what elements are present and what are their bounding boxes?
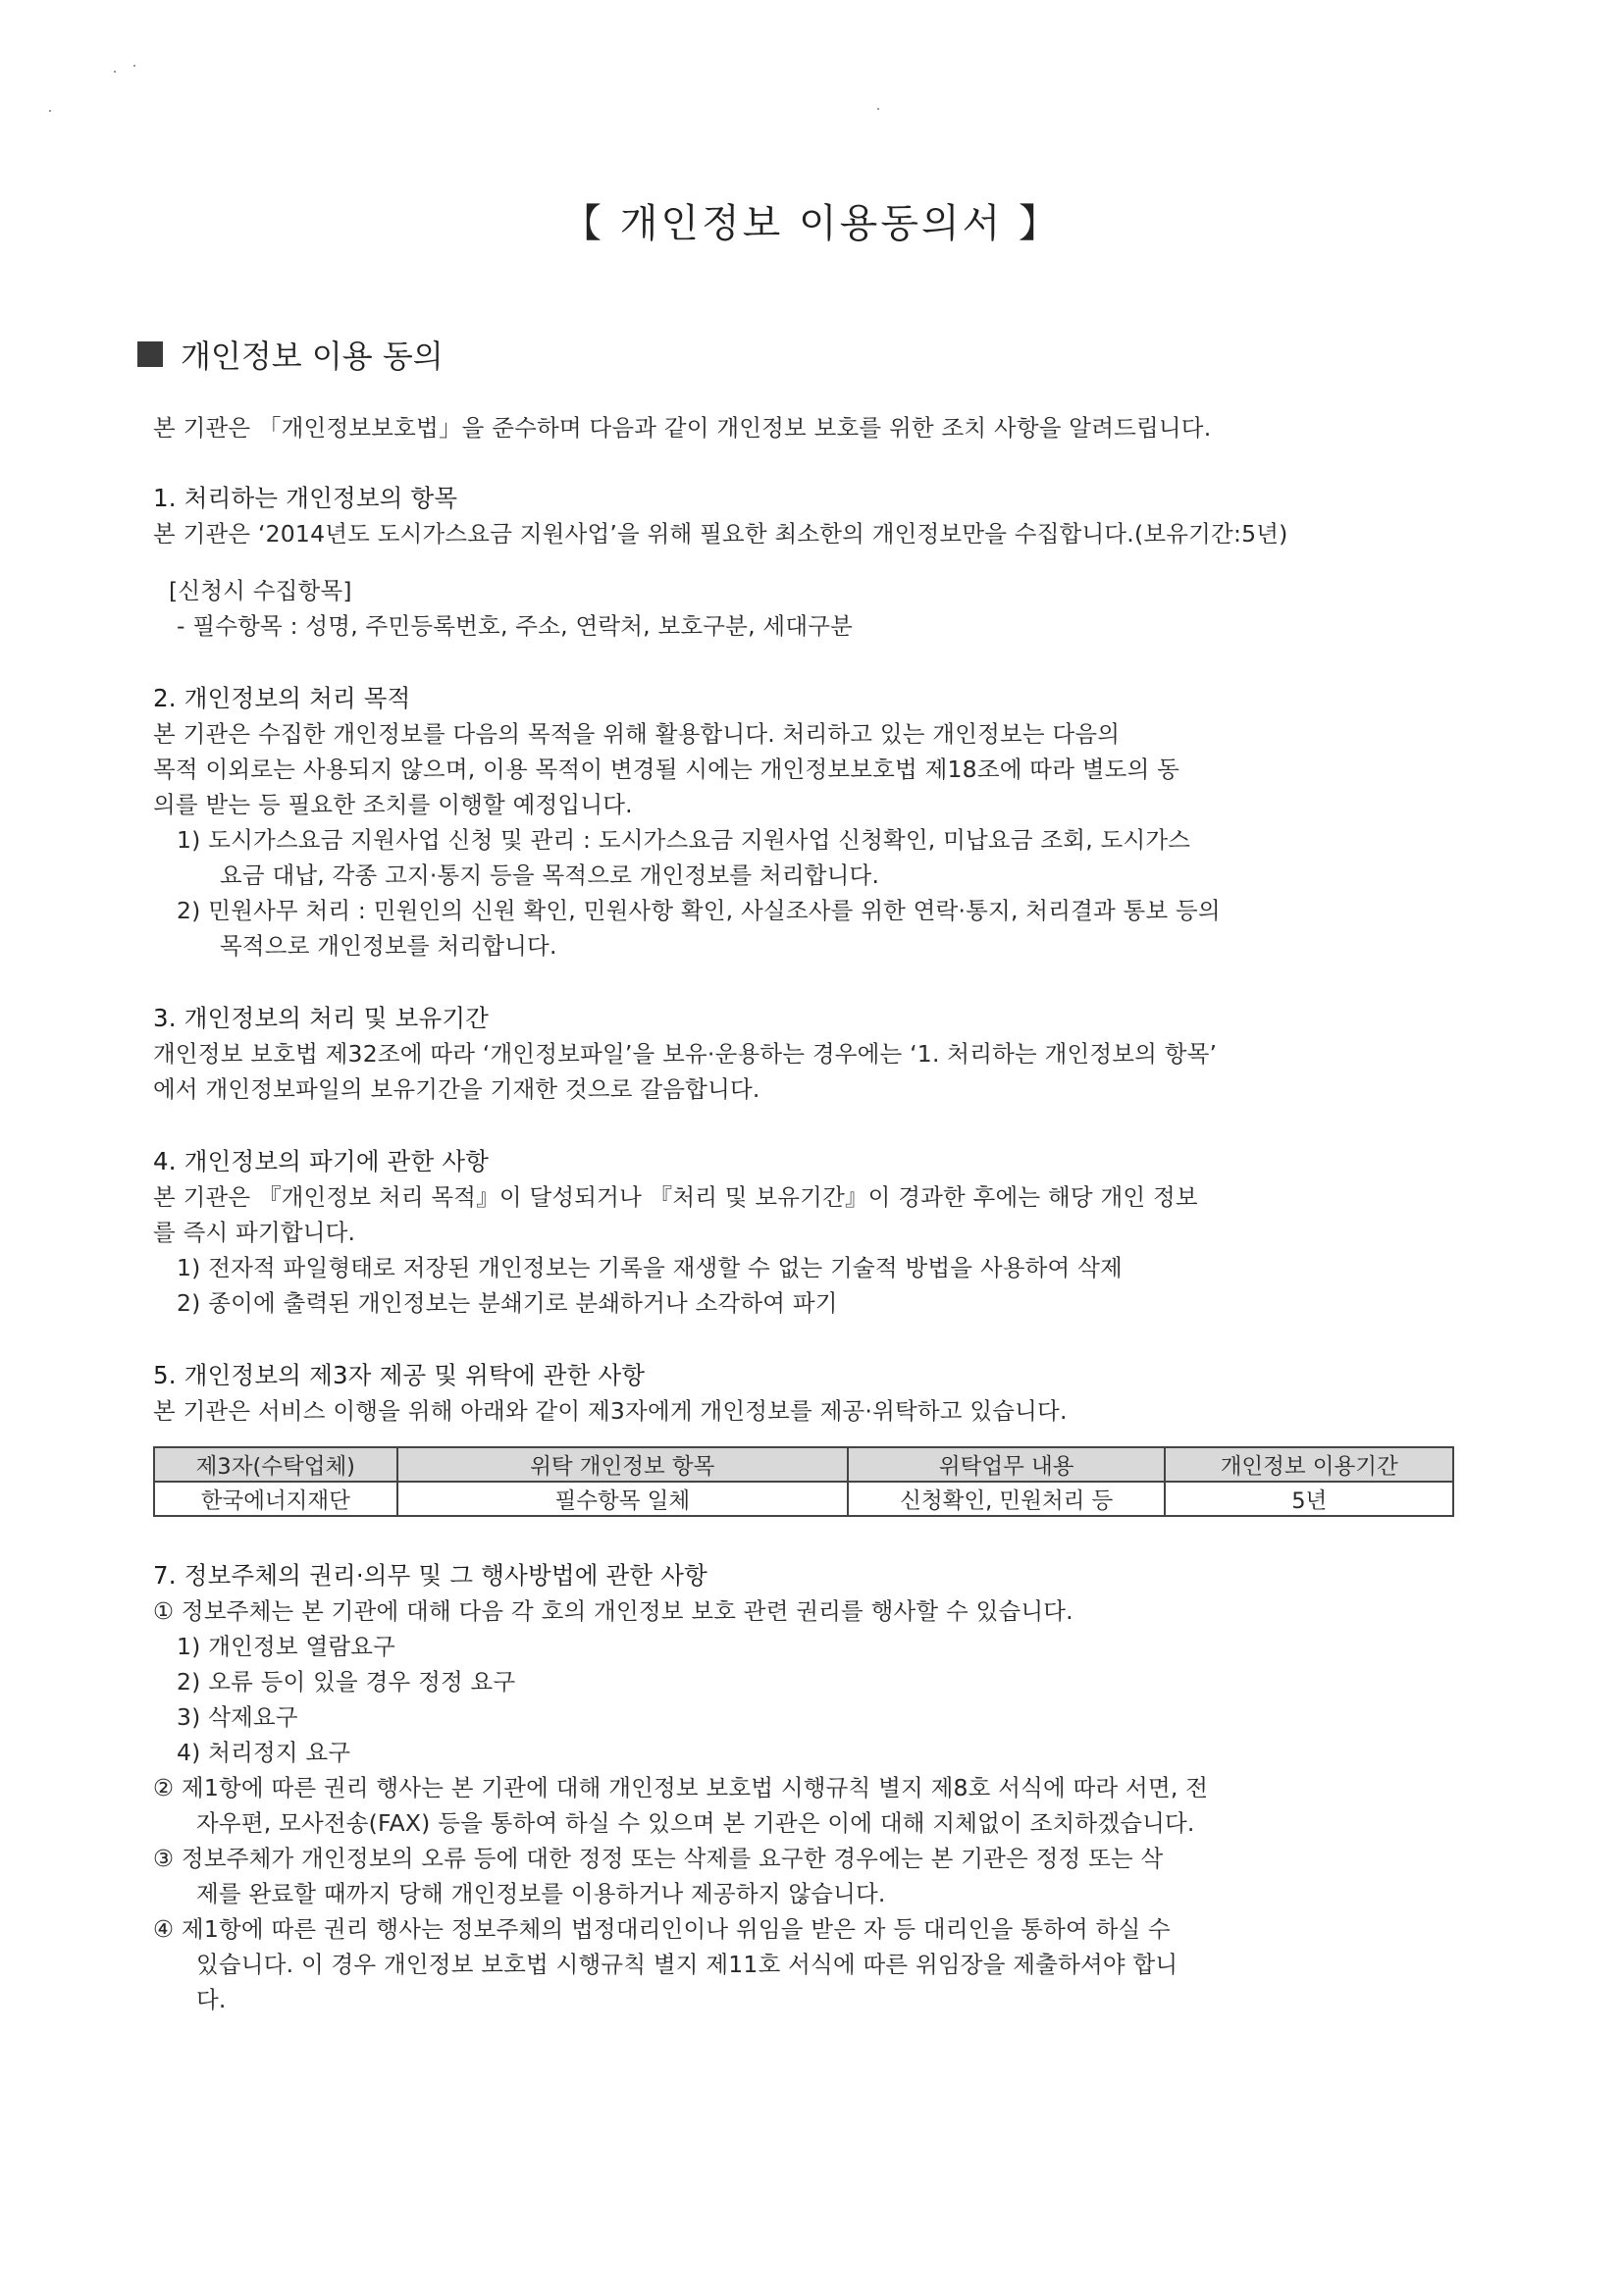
table-cell: 5년 bbox=[1165, 1482, 1453, 1516]
s2-line: 목적 이외로는 사용되지 않으며, 이용 목적이 변경될 시에는 개인정보보호법 제18조에 따라 별도의 동 bbox=[153, 756, 1180, 783]
table-header-row bbox=[154, 1447, 1453, 1482]
s7-paragraph-2-line: 자우편, 모사전송(FAX) 등을 통하여 하실 수 있으며 본 기관은 이에 대해 지체없이 조치하겠습니다. bbox=[196, 1809, 1195, 1837]
s7-paragraph-3-line: 제를 완료할 때까지 당해 개인정보를 이용하거나 제공하지 않습니다. bbox=[196, 1880, 886, 1907]
s7-item: 3) 삭제요구 bbox=[177, 1703, 298, 1731]
table-cell: 필수항목 일체 bbox=[397, 1482, 848, 1516]
s7-paragraph-1: ① 정보주체는 본 기관에 대해 다음 각 호의 개인정보 보호 관련 권리를 행사할 수 있습니다. bbox=[153, 1597, 1073, 1625]
s1-line: 본 기관은 ‘2014년도 도시가스요금 지원사업’을 위해 필요한 최소한의 개인정보만을 수집합니다.(보유기간:5년) bbox=[153, 520, 1288, 548]
s5-heading: 5. 개인정보의 제3자 제공 및 위탁에 관한 사항 bbox=[153, 1361, 646, 1389]
s3-line: 개인정보 보호법 제32조에 따라 ‘개인정보파일’을 보유·운용하는 경우에는 ‘1. 처리하는 개인정보의 항목’ bbox=[153, 1040, 1218, 1068]
s4-line: 를 즉시 파기합니다. bbox=[153, 1219, 356, 1246]
table-header-cell: 위탁 개인정보 항목 bbox=[397, 1447, 848, 1482]
intro-paragraph: 본 기관은 「개인정보보호법」을 준수하며 다음과 같이 개인정보 보호를 위한 조치 사항을 알려드립니다. bbox=[153, 414, 1212, 442]
s2-item1-line: 요금 대납, 각종 고지·통지 등을 목적으로 개인정보를 처리합니다. bbox=[220, 861, 880, 889]
s7-paragraph-4-line: ④ 제1항에 따른 권리 행사는 정보주체의 법정대리인이나 위임을 받은 자 등 대리인을 통하여 하실 수 bbox=[153, 1915, 1171, 1943]
section-heading bbox=[137, 332, 444, 377]
s7-paragraph-2-line: ② 제1항에 따른 권리 행사는 본 기관에 대해 개인정보 보호법 시행규칙 별지 제8호 서식에 따라 서면, 전 bbox=[153, 1774, 1209, 1801]
s1-sub-heading: [신청시 수집항목] bbox=[169, 577, 352, 604]
s4-line: 본 기관은 『개인정보 처리 목적』이 달성되거나 『처리 및 보유기간』이 경과한 후에는 해당 개인 정보 bbox=[153, 1183, 1198, 1211]
document-title: 【 개인정보 이용동의서 】 bbox=[562, 201, 1061, 246]
s7-paragraph-4-line: 다. bbox=[196, 1986, 227, 2013]
s7-item: 1) 개인정보 열람요구 bbox=[177, 1633, 396, 1660]
s2-heading: 2. 개인정보의 처리 목적 bbox=[153, 684, 411, 712]
s5-line: 본 기관은 서비스 이행을 위해 아래와 같이 제3자에게 개인정보를 제공·위탁하고 있습니다. bbox=[153, 1397, 1068, 1425]
s7-item: 4) 처리정지 요구 bbox=[177, 1739, 351, 1766]
s4-item: 2) 종이에 출력된 개인정보는 분쇄기로 분쇄하거나 소각하여 파기 bbox=[177, 1289, 838, 1317]
s7-item: 2) 오류 등이 있을 경우 정정 요구 bbox=[177, 1668, 516, 1696]
consignment-table bbox=[153, 1446, 1454, 1517]
section-heading-text: 개인정보 이용 동의 bbox=[181, 338, 444, 375]
s1-sub-item: - 필수항목 : 성명, 주민등록번호, 주소, 연락처, 보호구분, 세대구분 bbox=[177, 612, 854, 640]
s7-paragraph-3-line: ③ 정보주체가 개인정보의 오류 등에 대한 정정 또는 삭제를 요구한 경우에는 본 기관은 정정 또는 삭 bbox=[153, 1845, 1164, 1872]
table-row bbox=[154, 1482, 1453, 1516]
s7-paragraph-4-line: 있습니다. 이 경우 개인정보 보호법 시행규칙 별지 제11호 서식에 따른 위임장을 제출하셔야 합니 bbox=[196, 1951, 1178, 1978]
table-header-cell: 개인정보 이용기간 bbox=[1165, 1447, 1453, 1482]
s7-heading: 7. 정보주체의 권리·의무 및 그 행사방법에 관한 사항 bbox=[153, 1561, 708, 1590]
s2-line: 의를 받는 등 필요한 조치를 이행할 예정입니다. bbox=[153, 791, 633, 818]
table-header-cell: 위탁업무 내용 bbox=[848, 1447, 1166, 1482]
s3-heading: 3. 개인정보의 처리 및 보유기간 bbox=[153, 1004, 490, 1032]
s4-heading: 4. 개인정보의 파기에 관한 사항 bbox=[153, 1147, 490, 1175]
s2-item1-line: 1) 도시가스요금 지원사업 신청 및 관리 : 도시가스요금 지원사업 신청확인, 미납요금 조회, 도시가스 bbox=[177, 826, 1191, 854]
s2-item2-line: 목적으로 개인정보를 처리합니다. bbox=[220, 932, 557, 960]
s1-heading: 1. 처리하는 개인정보의 항목 bbox=[153, 484, 458, 512]
s3-line: 에서 개인정보파일의 보유기간을 기재한 것으로 갈음합니다. bbox=[153, 1075, 760, 1103]
s2-item2-line: 2) 민원사무 처리 : 민원인의 신원 확인, 민원사항 확인, 사실조사를 위한 연락·통지, 처리결과 통보 등의 bbox=[177, 897, 1221, 924]
s2-line: 본 기관은 수집한 개인정보를 다음의 목적을 위해 활용합니다. 처리하고 있는 개인정보는 다음의 bbox=[153, 720, 1121, 748]
table-header-cell: 제3자(수탁업체) bbox=[154, 1447, 397, 1482]
square-bullet-icon bbox=[137, 341, 163, 367]
table-cell: 한국에너지재단 bbox=[154, 1482, 397, 1516]
s4-item: 1) 전자적 파일형태로 저장된 개인정보는 기록을 재생할 수 없는 기술적 방법을 사용하여 삭제 bbox=[177, 1254, 1123, 1281]
table-cell: 신청확인, 민원처리 등 bbox=[848, 1482, 1166, 1516]
